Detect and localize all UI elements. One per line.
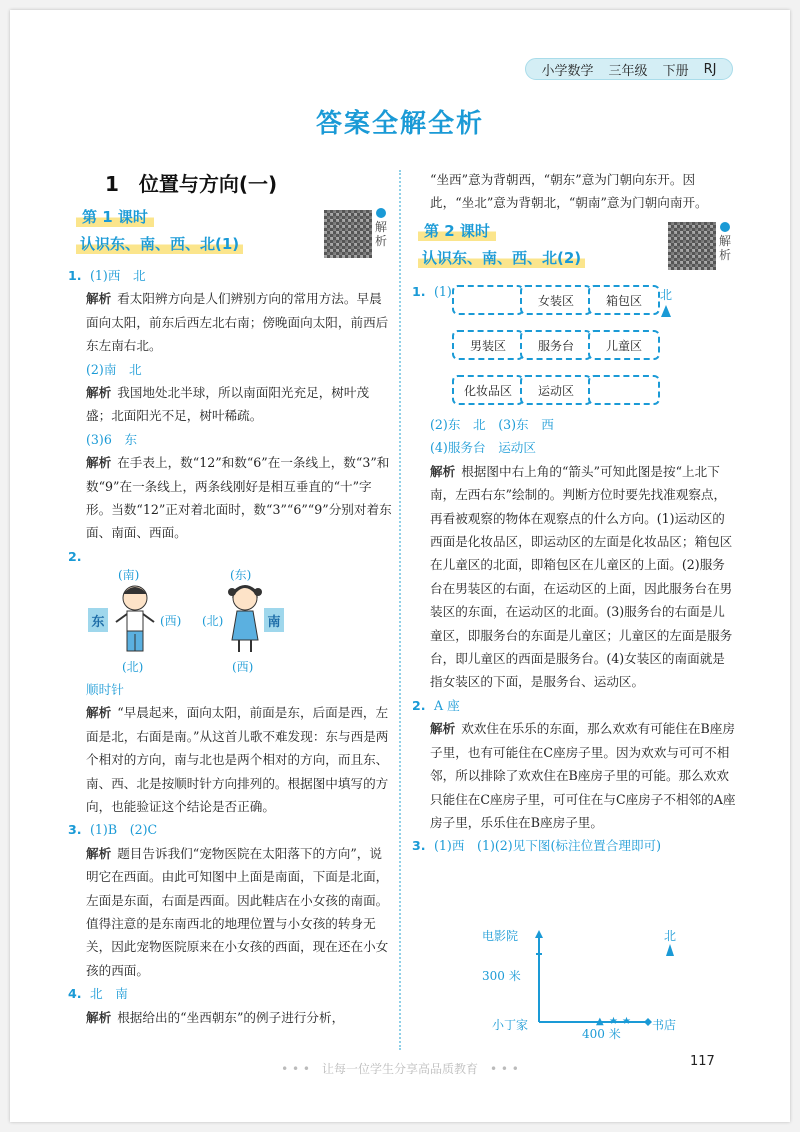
q1-answer-3: (3)6 东 <box>86 431 138 447</box>
kid1-left-label: 东 <box>88 608 108 632</box>
north-arrow-icon: 北 <box>656 286 676 317</box>
kid2-right-label: 南 <box>264 608 284 632</box>
right-column <box>412 413 737 858</box>
q2-number: 2. <box>68 548 82 564</box>
kid2-top-label: (东) <box>230 568 252 582</box>
q1-answer-2: (2)南 北 <box>86 361 142 377</box>
page-number: 117 <box>690 1054 715 1069</box>
svg-text:▲: ▲ <box>596 1016 604 1027</box>
column-divider <box>399 170 401 1050</box>
left-column-2 <box>68 678 393 1029</box>
r-q3-number: 3. <box>412 838 426 854</box>
grid-cell <box>452 285 524 315</box>
header-volume: 下册 <box>662 63 689 79</box>
grid-cell <box>588 375 660 405</box>
map-bookstore-label: 书店 <box>652 1018 677 1032</box>
analysis-label: 解析 <box>86 705 112 721</box>
analysis-label: 解析 <box>86 455 112 471</box>
qr-code-lesson1[interactable] <box>324 210 372 258</box>
header-subject: 小学数学 <box>541 63 594 79</box>
analysis-label: 解析 <box>86 1009 112 1025</box>
section-title: 1 位置与方向(一) <box>105 172 278 196</box>
map-cinema-label: 电影院 <box>482 929 519 943</box>
analysis-label: 解析 <box>86 845 112 861</box>
r-q2-analysis: 欢欢住在乐乐的东面，那么欢欢有可能住在B座房子里，也有可能住在C座房子里。因为欢欢与可可不相邻，所以排除了欢欢住在B座房子里的可能。那么欢欢只能住在C座房子里，可可住在与C座房子不相邻的A座房子里，乐乐住在B座房子里。 <box>430 721 736 830</box>
left-column <box>68 264 393 568</box>
kid1-right-label: (西) <box>160 614 182 628</box>
q1-analysis-1: 看太阳辨方向是人们辨别方向的常用方法。早晨面向太阳，前东后西左北右南；傍晚面向太阳，前西后东左南右北。 <box>86 291 389 354</box>
grid-cell: 运动区 <box>520 375 592 405</box>
page-title: 答案全解全析 <box>315 109 484 139</box>
analysis-label: 解析 <box>86 385 112 401</box>
q2-analysis: “早晨起来，面向太阳，前面是东，后面是西，左面是北，右面是南。”从这首儿歌不难发现：东与西是两个相对的方向，南与北也是两个相对的方向，而且东、南、西、北是按顺时针方向排列的。根据图中填写的方向，也能验证这个结论是否正确。 <box>86 705 389 815</box>
grid-cell: 箱包区 <box>588 285 660 315</box>
q4-analysis: 根据给出的“坐西朝东”的例子进行分析， <box>117 1009 345 1025</box>
boy-illustration <box>110 582 160 658</box>
grid-cell: 化妆品区 <box>452 375 524 405</box>
header-grade: 三年级 <box>608 63 648 79</box>
lesson2-heading <box>418 220 585 268</box>
lesson1-name: 认识东、南、西、北(1) <box>76 233 243 254</box>
q3-answer: (1)B (2)C <box>90 822 158 838</box>
q4-answer: 北 南 <box>90 986 128 1002</box>
q2-answer: 顺时针 <box>86 682 124 697</box>
map-horizontal-distance: 400 米 <box>582 1027 621 1041</box>
map-north-label: 北 <box>664 929 677 943</box>
grid-cell: 男装区 <box>452 330 524 360</box>
header-badge <box>525 58 733 80</box>
kid1-bottom-label: (北) <box>122 660 144 674</box>
qr-code-lesson2[interactable] <box>668 222 716 270</box>
q3-number: 3. <box>68 822 82 838</box>
lesson1-tag: 第 1 课时 <box>76 206 154 227</box>
r-q1-answer-2: (2)东 北 (3)东 西 <box>430 417 554 432</box>
q1-answer-1: (1)西 北 <box>90 268 146 283</box>
lesson1-heading <box>76 206 243 254</box>
grid-cell: 服务台 <box>520 330 592 360</box>
r-q1-answer-4: (4)服务台 运动区 <box>430 440 536 456</box>
play-icon <box>720 222 730 232</box>
r-q1-analysis: 根据图中右上角的“箭头”可知此图是按“上北下南，左西右东”绘制的。判断方位时要先找准观察点，再看被观察的物体在观察点的什么方向。(1)运动区的西面是化妆品区，即运动区的左面是化妆品区；箱包区在儿童区的北面，即箱包区在儿童区的上面。(2)服务台在男装区的右面，在运动区的上面，因此服务台在男装区的东面，在运动区的北面。(3)服务台的右面是儿童区，即服务台的东面是儿童区；儿童区的左面是服务台，即儿童区的西面是服务台。(4)女装区的南面就是指女装区的下面，是服务台、运动区。 <box>430 463 733 690</box>
q4-number: 4. <box>68 986 82 1002</box>
svg-text:★: ★ <box>622 1016 631 1027</box>
q1-analysis-3: 在手表上，数“12”和数“6”在一条线上，数“3”和数“9”在一条线上，两条线刚好是相互垂直的“十”字形。当数“12”正对着北面时，数“3”“6”“9”分别对着东面、南面、西面。 <box>86 455 392 541</box>
analysis-label: 解析 <box>430 721 456 737</box>
map-north-arrow-icon <box>666 944 674 956</box>
grid-cell: 儿童区 <box>588 330 660 360</box>
map-home-label: 小丁家 <box>492 1018 529 1032</box>
analysis-label: 解析 <box>86 291 112 307</box>
lesson2-name: 认识东、南、西、北(2) <box>418 247 585 268</box>
r-q1-number: 1. <box>412 284 426 299</box>
continued-analysis: “坐西”意为背朝西，“朝东”意为门朝向东开。因此，“坐北”意为背朝北，“朝南”意为门朝向南开。 <box>430 172 708 211</box>
qr-label-lesson2: 解析 <box>718 222 732 262</box>
map-diagram <box>470 922 690 1044</box>
header-edition: RJ <box>703 61 717 77</box>
q1-analysis-2: 我国地处北半球，所以南面阳光充足，树叶茂盛；北面阳光不足，树叶稀疏。 <box>86 385 370 424</box>
kid2-left-label: (北) <box>202 614 224 628</box>
grid-cell: 女装区 <box>520 285 592 315</box>
kid2-bottom-label: (西) <box>232 660 254 674</box>
right-column-top <box>430 168 735 215</box>
girl-illustration <box>222 582 268 658</box>
r-q3-answer: (1)西 (1)(2)见下图(标注位置合理即可) <box>434 838 662 854</box>
q3-analysis: 题目告诉我们“宠物医院在太阳落下的方向”，说明它在西面。由此可知图中上面是南面，下面是北面，左面是东面，右面是西面。因此鞋店在小女孩的南面。值得注意的是东南西北的地理位置与小女孩的转身无关，因此宠物医院原来在小女孩的西面，现在还在小女孩的西面。 <box>86 845 389 978</box>
play-icon <box>376 208 386 218</box>
footer-slogan: • • • 让每一位学生分享高品质教育 • • • <box>281 1062 519 1076</box>
r-q2-answer: A 座 <box>434 697 460 713</box>
kid1-top-label: (南) <box>118 568 140 582</box>
svg-text:★: ★ <box>609 1016 618 1027</box>
r-q2-number: 2. <box>412 697 426 713</box>
q1-number: 1. <box>68 268 82 283</box>
qr-label-lesson1: 解析 <box>374 208 388 248</box>
map-vertical-distance: 300 米 <box>482 969 521 983</box>
lesson2-tag: 第 2 课时 <box>418 220 496 241</box>
r-q1-part1: (1) <box>434 284 452 299</box>
analysis-label: 解析 <box>430 463 456 479</box>
